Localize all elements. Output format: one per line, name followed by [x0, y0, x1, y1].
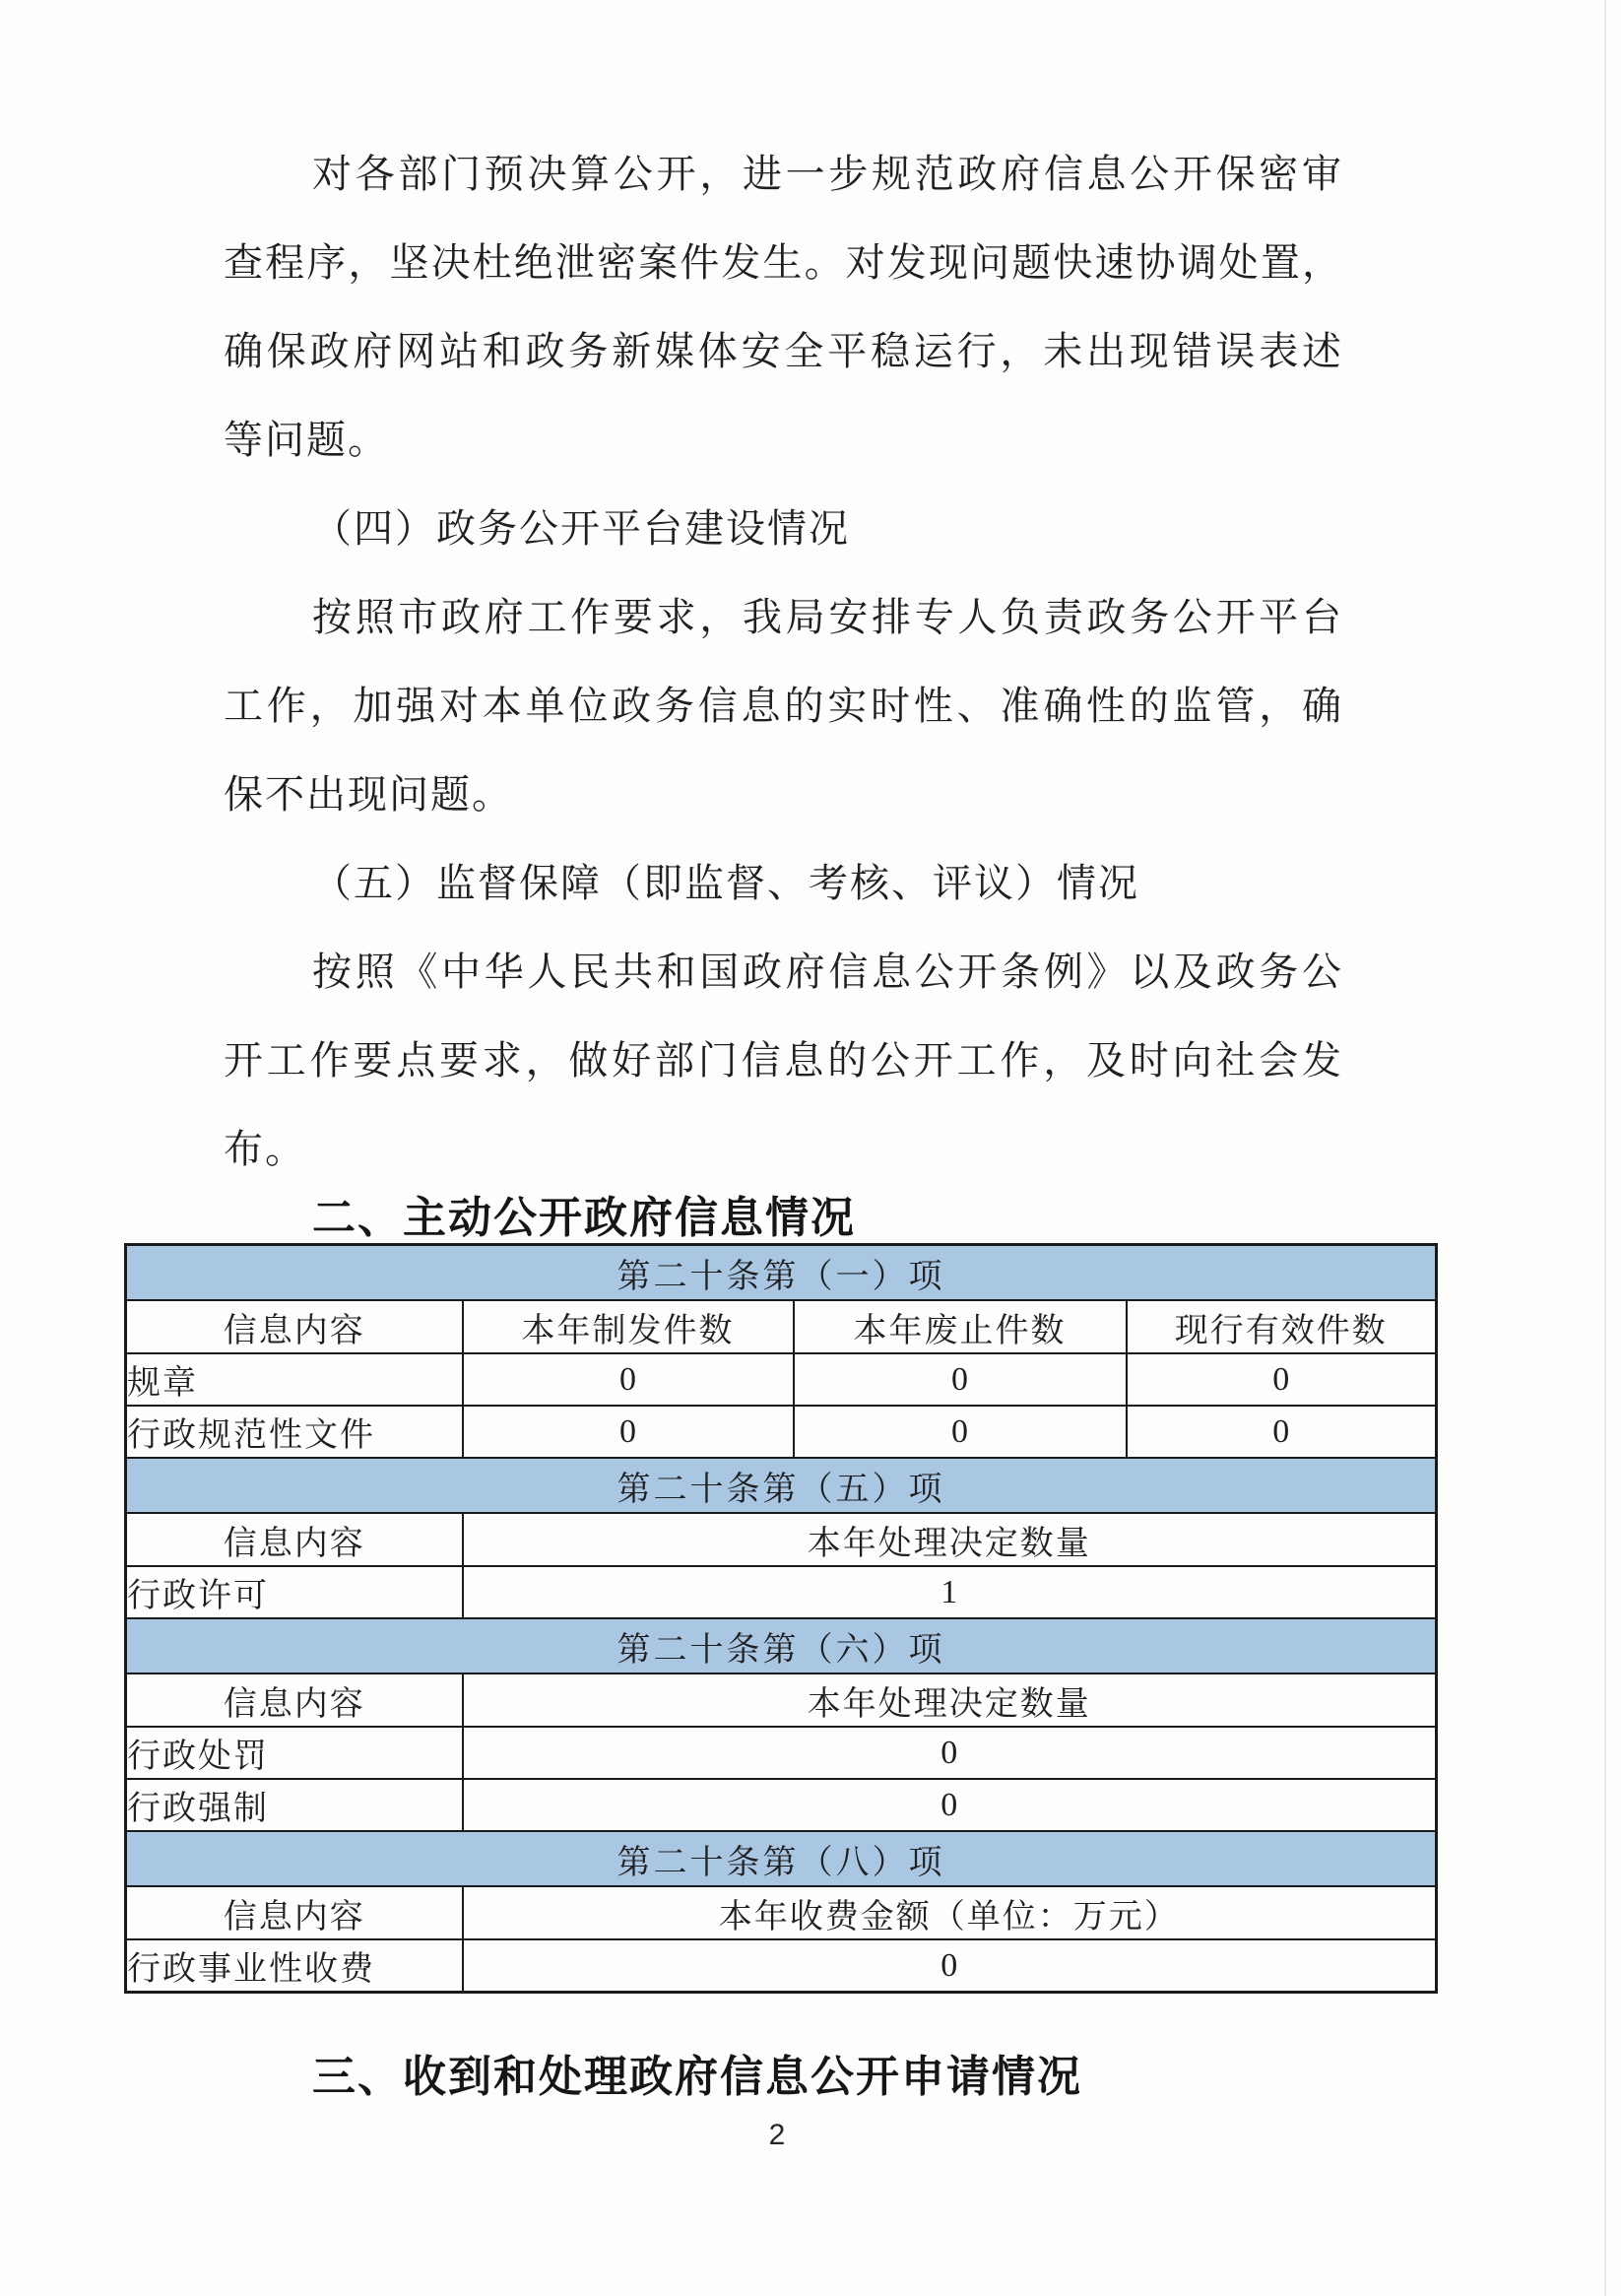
table-row: [126, 1353, 1437, 1406]
table-value-cell: 0: [463, 1727, 1437, 1779]
table-header-cell: 本年制发件数: [463, 1300, 794, 1353]
table-header-row: [126, 1513, 1437, 1566]
table-band-row: [126, 1831, 1437, 1886]
body-line: 布。: [224, 1127, 306, 1171]
table-label-cell: 规章: [126, 1353, 463, 1406]
disclosure-table: [124, 1243, 1438, 1994]
section-heading-2: 二、主动公开政府信息情况: [312, 1194, 856, 1242]
table-row: [126, 1406, 1437, 1458]
table-label-cell: 行政强制: [126, 1779, 463, 1831]
table-value-cell: 0: [463, 1939, 1437, 1993]
table-header-cell: 信息内容: [126, 1300, 463, 1353]
page-number: 2: [768, 2119, 786, 2151]
table-value-cell: 0: [794, 1353, 1127, 1406]
body-line: 按照市政府工作要求，我局安排专人负责政务公开平台: [312, 595, 1341, 639]
table-label-cell: 行政处罚: [126, 1727, 463, 1779]
body-line: 保不出现问题。: [224, 772, 513, 817]
table-band-row: [126, 1618, 1437, 1673]
body-line-subheading: （五）监督保障（即监督、考核、评议）情况: [312, 861, 1139, 905]
table-row: [126, 1566, 1437, 1618]
table-label-cell: 行政许可: [126, 1566, 463, 1618]
table-value-cell: 0: [463, 1353, 794, 1406]
table-label-cell: 行政事业性收费: [126, 1939, 463, 1993]
table-header-cell: 本年处理决定数量: [463, 1673, 1437, 1727]
body-line: 开工作要点要求，做好部门信息的公开工作，及时向社会发: [224, 1038, 1341, 1082]
table-header-row: [126, 1300, 1437, 1353]
table-value-cell: 1: [463, 1566, 1437, 1618]
table-band-row: [126, 1245, 1437, 1301]
scan-edge-artifact: [1604, 0, 1606, 2296]
body-line: 确保政府网站和政务新媒体安全平稳运行，未出现错误表述: [224, 329, 1341, 373]
table-row: [126, 1939, 1437, 1993]
table-header-cell: 现行有效件数: [1127, 1300, 1437, 1353]
table-value-cell: 0: [1127, 1353, 1437, 1406]
body-line: 工作，加强对本单位政务信息的实时性、准确性的监管，确: [224, 684, 1341, 728]
table-row: [126, 1727, 1437, 1779]
table-header-cell: 本年收费金额（单位：万元）: [463, 1886, 1437, 1939]
table-band-label: 第二十条第（一）项: [126, 1245, 1437, 1301]
table-band-row: [126, 1458, 1437, 1513]
table-header-row: [126, 1673, 1437, 1727]
table-header-cell: 本年处理决定数量: [463, 1513, 1437, 1566]
table-header-row: [126, 1886, 1437, 1939]
table-header-cell: 本年废止件数: [794, 1300, 1127, 1353]
table-label-cell: 行政规范性文件: [126, 1406, 463, 1458]
table-value-cell: 0: [463, 1779, 1437, 1831]
body-line: 按照《中华人民共和国政府信息公开条例》以及政务公: [312, 950, 1341, 994]
table-band-label: 第二十条第（六）项: [126, 1618, 1437, 1673]
table-header-cell: 信息内容: [126, 1513, 463, 1566]
body-line-subheading: （四）政务公开平台建设情况: [312, 506, 850, 551]
body-line: 等问题。: [224, 418, 389, 462]
body-line: 对各部门预决算公开，进一步规范政府信息公开保密审: [312, 152, 1341, 196]
table-value-cell: 0: [463, 1406, 794, 1458]
table-value-cell: 0: [1127, 1406, 1437, 1458]
table-header-cell: 信息内容: [126, 1673, 463, 1727]
table-band-label: 第二十条第（五）项: [126, 1458, 1437, 1513]
table-value-cell: 0: [794, 1406, 1127, 1458]
table-row: [126, 1779, 1437, 1831]
table-band-label: 第二十条第（八）项: [126, 1831, 1437, 1886]
section-heading-3: 三、收到和处理政府信息公开申请情况: [312, 2053, 1082, 2101]
table-header-cell: 信息内容: [126, 1886, 463, 1939]
body-line: 查程序，坚决杜绝泄密案件发生。对发现问题快速协调处置，: [224, 240, 1341, 285]
